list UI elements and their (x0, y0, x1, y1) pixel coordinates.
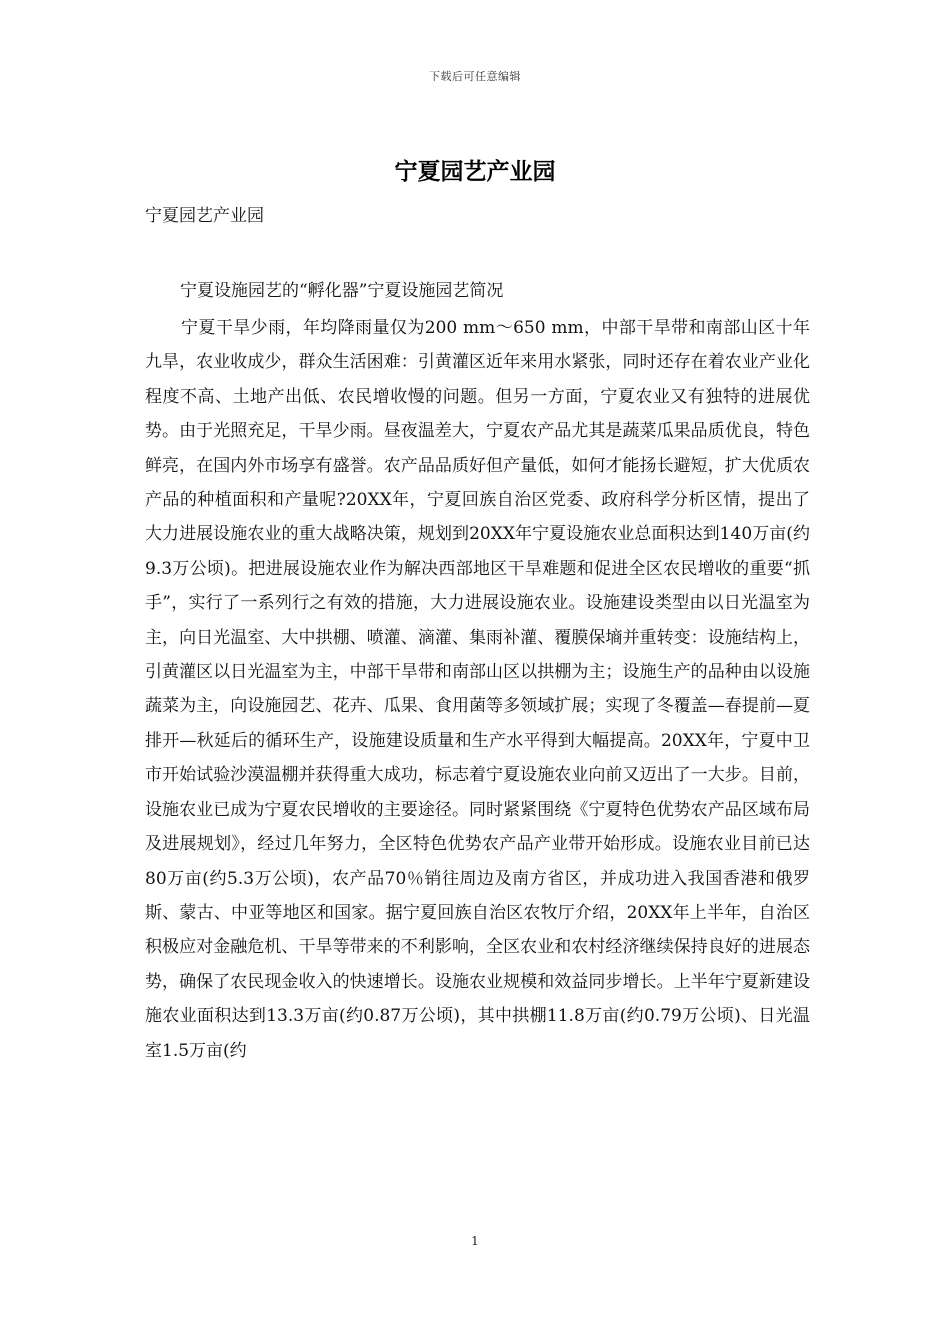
intro-line: 宁夏设施园艺的“孵化器”宁夏设施园艺简况 (180, 281, 504, 301)
page-number: 1 (471, 1234, 479, 1248)
header-note: 下载后可任意编辑 (429, 70, 521, 83)
document-subtitle: 宁夏园艺产业园 (145, 206, 264, 226)
body-paragraph: 宁夏干旱少雨，年均降雨量仅为200 mm～650 mm，中部干旱带和南部山区十年九旱，农业收成少，群众生活困难：引黄灌区近年来用水紧张，同时还存在着农业产业化程度不高、土地产出低、农民增收慢的问题。但另一方面，宁夏农业又有独特的进展优势。由于光照充足，干旱少雨。昼夜温差大，宁夏农产品尤其是蔬菜瓜果品质优良，特色鲜亮，在国内外市场享有盛誉。农产品品质好但产量低，如何才能扬长避短，扩大优质农产品的种植面积和产量呢?20XX年，宁夏回族自治区党委、政府科学分析区情，提出了大力进展设施农业的重大战略决策，规划到20XX年宁夏设施农业总面积达到140万亩(约9.3万公顷)。把进展设施农业作为解决西部地区干旱难题和促进全区农民增收的重要“抓手”，实行了一系列行之有效的措施，大力进展设施农业。设施建设类型由以日光温室为主，向日光温室、大中拱棚、喷灌、滴灌、集雨补灌、覆膜保墒并重转变：设施结构上，引黄灌区以日光温室为主，中部干旱带和南部山区以拱棚为主；设施生产的品种由以设施蔬菜为主，向设施园艺、花卉、瓜果、食用菌等多领域扩展；实现了冬覆盖—春提前—夏排开—秋延后的循环生产，设施建设质量和生产水平得到大幅提高。20XX年，宁夏中卫市开始试验沙漠温棚并获得重大成功，标志着宁夏设施农业向前又迈出了一大步。目前，设施农业已成为宁夏农民增收的主要途径。同时紧紧围绕《宁夏特色优势农产品区域布局及进展规划》，经过几年努力，全区特色优势农产品产业带开始形成。设施农业目前已达80万亩(约5.3万公顷)，农产品70％销往周边及南方省区，并成功进入我国香港和俄罗斯、蒙古、中亚等地区和国家。据宁夏回族自治区农牧厅介绍，20XX年上半年，自治区积极应对金融危机、干旱等带来的不利影响，全区农业和农村经济继续保持良好的进展态势，确保了农民现金收入的快速增长。设施农业规模和效益同步增长。上半年宁夏新建设施农业面积达到13.3万亩(约0.87万公顷)，其中拱棚11.8万亩(约0.79万公顷)、日光温室1.5万亩(约 (145, 318, 810, 1061)
document-title: 宁夏园艺产业园 (394, 158, 556, 185)
